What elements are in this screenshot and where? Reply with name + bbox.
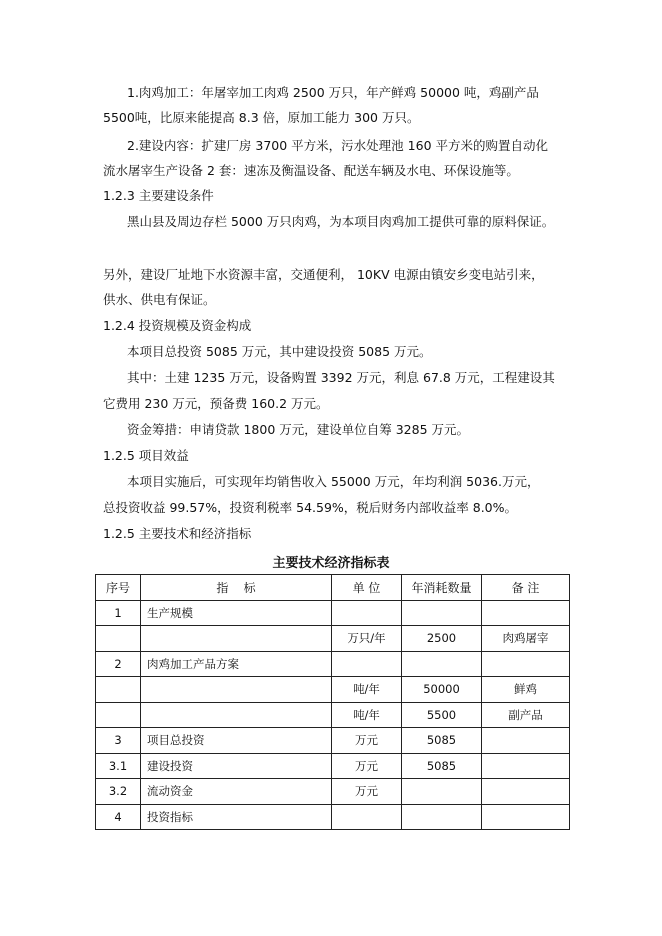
table-cell: 4: [96, 804, 141, 830]
table-cell: [96, 626, 141, 652]
table-cell: 吨/年: [332, 677, 402, 703]
table-cell: [482, 753, 570, 779]
table-row: [96, 804, 570, 830]
section-heading: 1.2.4 投资规模及资金构成: [103, 318, 252, 333]
paragraph-line: 黑山县及周边存栏 5000 万只肉鸡，为本项目肉鸡加工提供可靠的原料保证。: [127, 214, 555, 229]
paragraph-line: 资金筹措：申请贷款 1800 万元，建设单位自筹 3285 万元。: [127, 422, 470, 437]
table-cell: 5085: [402, 728, 482, 754]
table-cell: [332, 600, 402, 626]
table-cell: [402, 600, 482, 626]
table-header-row: [96, 575, 570, 601]
header-cell: 单 位: [332, 575, 402, 601]
table-cell: 3.1: [96, 753, 141, 779]
paragraph-line: 1.肉鸡加工：年屠宰加工肉鸡 2500 万只，年产鲜鸡 50000 吨，鸡副产品: [127, 85, 539, 100]
paragraph-line: 流水屠宰生产设备 2 套：速冻及衡温设备、配送车辆及水电、环保设施等。: [103, 163, 519, 178]
table-cell: 5500: [402, 702, 482, 728]
table-cell: 项目总投资: [141, 728, 332, 754]
table-cell: [141, 677, 332, 703]
table-cell: [482, 651, 570, 677]
table-cell: 万元: [332, 728, 402, 754]
section-heading: 1.2.5 项目效益: [103, 448, 189, 463]
table-cell: [332, 651, 402, 677]
table-row: [96, 677, 570, 703]
table-row: [96, 728, 570, 754]
table-cell: 吨/年: [332, 702, 402, 728]
header-cell: 序号: [96, 575, 141, 601]
table-cell: 3: [96, 728, 141, 754]
table-cell: 3.2: [96, 779, 141, 805]
table-cell: [482, 600, 570, 626]
paragraph-line: 本项目实施后，可实现年均销售收入 55000 万元，年均利润 5036.万元，: [127, 474, 540, 489]
table-cell: [402, 779, 482, 805]
section-heading: 1.2.3 主要建设条件: [103, 188, 214, 203]
paragraph-line: 其中：土建 1235 万元，设备购置 3392 万元，利息 67.8 万元，工程建设其: [127, 370, 555, 385]
table-row: [96, 779, 570, 805]
table-cell: [332, 804, 402, 830]
table-cell: 万元: [332, 753, 402, 779]
table-cell: 万元: [332, 779, 402, 805]
table-row: [96, 626, 570, 652]
table-cell: 万只/年: [332, 626, 402, 652]
paragraph-line: 本项目总投资 5085 万元，其中建设投资 5085 万元。: [127, 344, 432, 359]
table-cell: 生产规模: [141, 600, 332, 626]
table-cell: 投资指标: [141, 804, 332, 830]
header-cell: 备 注: [482, 575, 570, 601]
paragraph-line: 2.建设内容：扩建厂房 3700 平方米，污水处理池 160 平方米的购置自动化: [127, 138, 548, 153]
table-title: 主要技术经济指标表: [272, 556, 390, 571]
paragraph-line: 总投资收益 99.57%，投资利税率 54.59%，税后财务内部收益率 8.0%。: [103, 500, 518, 515]
table-cell: [482, 804, 570, 830]
table-cell: [141, 702, 332, 728]
table-cell: 副产品: [482, 702, 570, 728]
table-cell: 50000: [402, 677, 482, 703]
table-cell: [402, 651, 482, 677]
table-cell: [96, 702, 141, 728]
table-cell: 2: [96, 651, 141, 677]
paragraph-line: 它费用 230 万元，预备费 160.2 万元。: [103, 396, 329, 411]
table-row: [96, 753, 570, 779]
table-cell: 1: [96, 600, 141, 626]
table-cell: 建设投资: [141, 753, 332, 779]
table-cell: [96, 677, 141, 703]
table-cell: 流动资金: [141, 779, 332, 805]
indicator-table: [95, 574, 570, 830]
table-cell: [402, 804, 482, 830]
table-row: [96, 702, 570, 728]
table-cell: 2500: [402, 626, 482, 652]
table-row: [96, 600, 570, 626]
table-cell: 肉鸡屠宰: [482, 626, 570, 652]
paragraph-line: 5500吨，比原来能提高 8.3 倍，原加工能力 300 万只。: [103, 110, 420, 125]
paragraph-line: 供水、供电有保证。: [103, 292, 216, 307]
table-cell: [482, 728, 570, 754]
table-cell: 5085: [402, 753, 482, 779]
table-cell: 肉鸡加工产品方案: [141, 651, 332, 677]
table-row: [96, 651, 570, 677]
table-cell: 鲜鸡: [482, 677, 570, 703]
paragraph-line: 另外，建设厂址地下水资源丰富，交通便利， 10KV 电源由镇安乡变电站引来，: [103, 267, 544, 282]
header-cell: 年消耗数量: [402, 575, 482, 601]
header-cell: 指 标: [141, 575, 332, 601]
section-heading: 1.2.5 主要技术和经济指标: [103, 526, 252, 541]
table-cell: [141, 626, 332, 652]
table-cell: [482, 779, 570, 805]
